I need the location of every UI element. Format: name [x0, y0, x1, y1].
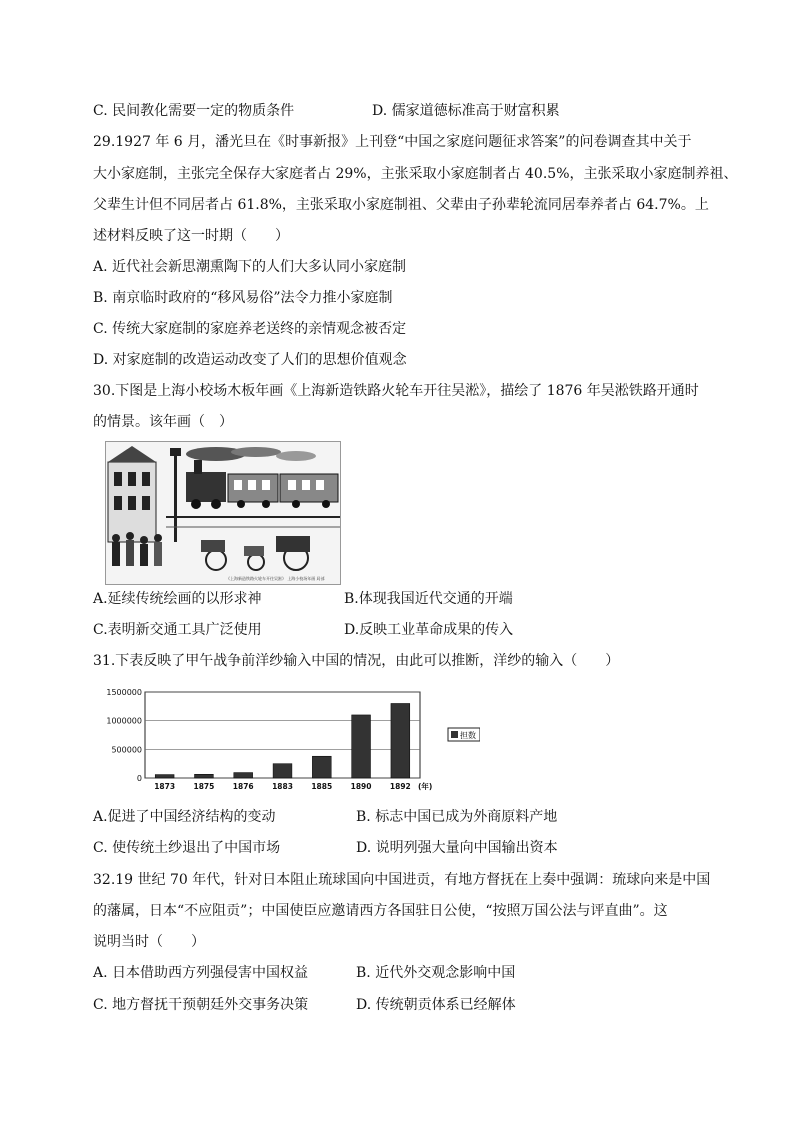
- bar: [155, 775, 174, 778]
- q29-stem-line-2: 大小家庭制，主张完全保存大家庭者占 29%，主张采取小家庭制者占 40.5%，主张采取小家庭制养祖、: [93, 166, 738, 182]
- x-tick-label: 1875: [193, 782, 215, 791]
- q31-option-a: A.促进了中国经济结构的变动: [93, 809, 276, 825]
- q32-option-c: C. 地方督抚干预朝廷外交事务决策: [93, 997, 309, 1013]
- q29-option-a: A. 近代社会新思潮熏陶下的人们大多认同小家庭制: [93, 259, 407, 275]
- q32-stem-line-2: 的藩属，日本“不应阻贡”；中国使臣应邀请西方各国驻日公使，“按照万国公法与评直曲”。这: [93, 903, 668, 919]
- q31-option-b: B. 标志中国已成为外商原料产地: [356, 809, 558, 825]
- y-tick-label: 0: [136, 774, 142, 783]
- x-tick-label: 1873: [154, 782, 176, 791]
- legend-label: 担数: [460, 731, 476, 740]
- q29-stem-line-1: 29.1927 年 6 月，潘光旦在《时事新报》上刊登“中国之家庭问题征求答案”的问卷调查其中关于: [93, 134, 692, 150]
- x-tick-label: 1890: [350, 782, 372, 791]
- q29-option-c: C. 传统大家庭制的家庭养老送终的亲情观念被否定: [93, 321, 407, 337]
- x-tick-label: 1883: [272, 782, 293, 791]
- x-tick-label: 1885: [311, 782, 333, 791]
- q32-option-b: B. 近代外交观念影响中国: [356, 965, 516, 981]
- q30-stem-line-1: 30.下图是上海小校场木板年画《上海新造铁路火轮车开往吴淞》，描绘了 1876 年吴淞铁路开通时: [93, 383, 699, 399]
- y-tick-label: 500000: [111, 745, 142, 755]
- q30-option-a: A.延续传统绘画的以形求神: [93, 591, 262, 607]
- bar: [352, 715, 371, 778]
- x-axis-label: (年): [418, 782, 433, 791]
- bar: [312, 756, 331, 778]
- bar: [195, 774, 214, 778]
- bar: [234, 773, 253, 778]
- q30-stem-line-2: 的情景。该年画（ ）: [93, 414, 233, 430]
- woodcut-train-image: [105, 441, 341, 585]
- yarn-import-chart: [95, 686, 480, 798]
- q30-option-c: C.表明新交通工具广泛使用: [93, 622, 262, 638]
- q28-option-c: C. 民间教化需要一定的物质条件: [93, 103, 295, 119]
- q31-option-d: D. 说明列强大量向中国输出资本: [356, 840, 558, 856]
- q31-stem: 31.下表反映了甲午战争前洋纱输入中国的情况，由此可以推断，洋纱的输入（ ）: [93, 653, 620, 669]
- q29-stem-line-3: 父辈生计但不同居者占 61.8%，主张采取小家庭制祖、父辈由子孙辈轮流同居奉养者占 64.7%。上: [93, 197, 709, 213]
- q29-stem-line-4: 述材料反映了这一时期（ ）: [93, 228, 289, 244]
- y-tick-label: 1000000: [106, 716, 142, 726]
- q29-option-d: D. 对家庭制的改造运动改变了人们的思想价值观念: [93, 352, 407, 368]
- woodcut-caption: 《上海新造铁路火轮车开往吴淞》 上海小校场年画 局部: [226, 576, 325, 581]
- q32-option-d: D. 传统朝贡体系已经解体: [356, 997, 516, 1013]
- bar: [391, 703, 410, 778]
- y-tick-label: 1500000: [106, 688, 142, 697]
- q28-option-d: D. 儒家道德标准高于财富积累: [372, 103, 560, 119]
- x-tick-label: 1892: [389, 782, 411, 791]
- q30-option-b: B.体现我国近代交通的开端: [344, 591, 513, 607]
- q31-option-c: C. 使传统土纱退出了中国市场: [93, 840, 281, 856]
- q32-stem-line-1: 32.19 世纪 70 年代，针对日本阻止琉球国向中国进贡，有地方督抚在上奏中强调：琉球向来是中国: [93, 872, 711, 888]
- q32-stem-line-3: 说明当时（ ）: [93, 934, 205, 950]
- bar: [273, 764, 292, 778]
- x-tick-label: 1876: [232, 782, 254, 791]
- legend-swatch: [451, 731, 458, 738]
- q32-option-a: A. 日本借助西方列强侵害中国权益: [93, 965, 309, 981]
- q30-option-d: D.反映工业革命成果的传入: [344, 622, 514, 638]
- q29-option-b: B. 南京临时政府的“移风易俗”法令力推小家庭制: [93, 290, 393, 306]
